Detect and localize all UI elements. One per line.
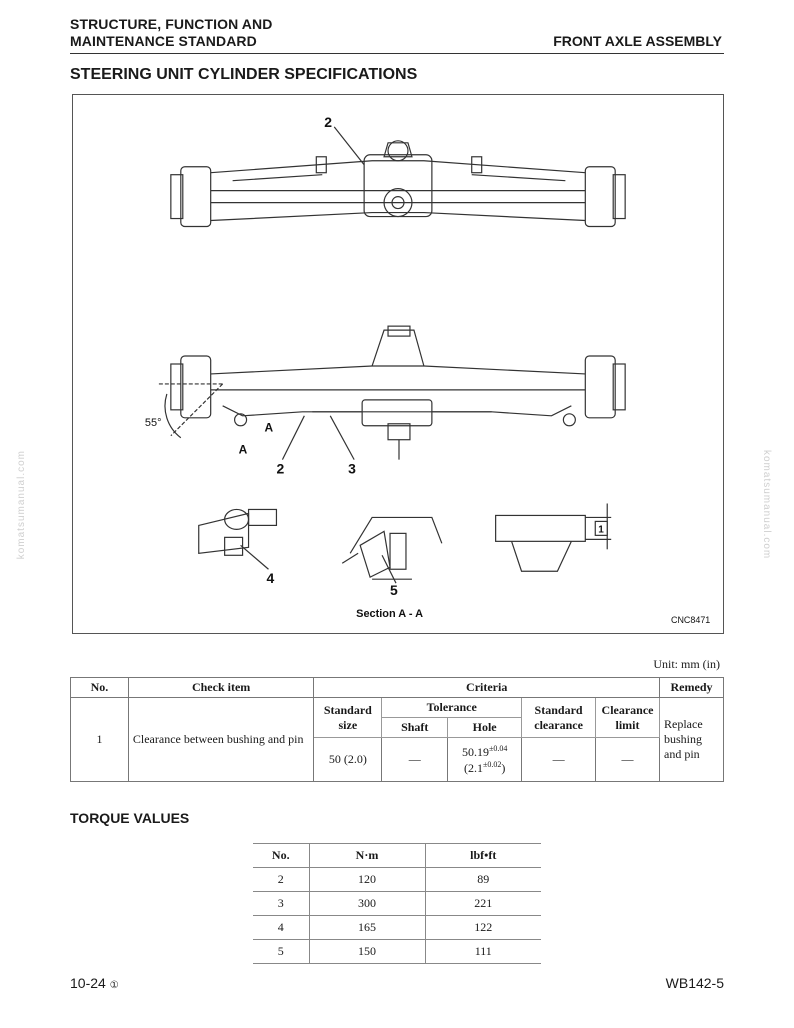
row-check-item: Clearance between bushing and pin [128, 698, 313, 782]
hole-close: ) [501, 760, 506, 775]
torque-no: 5 [253, 940, 309, 964]
axle-drawing [73, 95, 723, 633]
header-line-1: STRUCTURE, FUNCTION AND [70, 16, 273, 32]
unit-label: Unit: mm (in) [653, 657, 720, 671]
front-view-axle [159, 326, 625, 460]
row-standard-size: 50 (2.0) [314, 738, 382, 782]
torque-no: 3 [253, 892, 309, 916]
torque-nm: 300 [309, 892, 425, 916]
page-number: 10-24 [70, 975, 106, 991]
torque-no: 4 [253, 916, 309, 940]
callout-1: 1 [598, 524, 604, 536]
hole-tolerance: ±0.04 [488, 743, 508, 753]
header-section-title [70, 16, 272, 50]
torque-lbfft: 122 [425, 916, 541, 940]
col-check-item: Check item [128, 678, 313, 698]
top-view-axle [171, 141, 625, 227]
row-standard-clearance: — [522, 738, 596, 782]
header-line-2: MAINTENANCE STANDARD [70, 33, 257, 49]
header-assembly-title: FRONT AXLE ASSEMBLY [553, 33, 722, 49]
hole-value-in: (2.1 [463, 760, 483, 775]
col-criteria: Criteria [314, 678, 660, 698]
section-label: Section A - A [356, 608, 423, 621]
row-clearance-limit: — [596, 738, 660, 782]
torque-nm: 120 [309, 868, 425, 892]
angle-label: 55° [144, 416, 162, 429]
torque-lbfft: 111 [425, 940, 541, 964]
axle-figure [72, 94, 724, 634]
page-title: STEERING UNIT CYLINDER SPECIFICATIONS [70, 66, 418, 83]
col-shaft: Shaft [382, 718, 448, 738]
torque-table [253, 843, 541, 964]
col-no: No. [71, 678, 129, 698]
torque-lbfft: 89 [425, 868, 541, 892]
row-hole [448, 738, 522, 782]
row-shaft: — [382, 738, 448, 782]
footer-page [70, 975, 119, 991]
watermark-left: komatsumanual.com [16, 450, 27, 560]
table-row [253, 892, 541, 916]
col-standard-size: Standard size [314, 698, 382, 738]
row-no: 1 [71, 698, 129, 782]
col-clearance-limit: Clearance limit [596, 698, 660, 738]
callout-5: 5 [390, 582, 398, 599]
col-tolerance: Tolerance [382, 698, 522, 718]
table-row [253, 868, 541, 892]
torque-col-no: No. [253, 844, 309, 868]
header-rule [70, 53, 724, 54]
callout-2-front: 2 [276, 460, 285, 477]
section-mark-a-2: A [238, 442, 248, 457]
torque-col-nm: N·m [309, 844, 425, 868]
detail-tie-rod-end [199, 509, 277, 555]
watermark-right: komatsumanual.com [761, 450, 772, 560]
hole-value: 50.19 [461, 744, 489, 759]
detail-section-aa [342, 517, 442, 579]
torque-lbfft: 221 [425, 892, 541, 916]
callout-2-top: 2 [324, 113, 333, 130]
table-row [253, 940, 541, 964]
row-remedy: Replace bushing and pin [660, 698, 724, 782]
col-remedy: Remedy [660, 678, 724, 698]
footer-model: WB142-5 [665, 975, 724, 991]
torque-nm: 165 [309, 916, 425, 940]
callout-4: 4 [266, 570, 275, 587]
detail-clearance [496, 503, 612, 571]
revision-icon: ① [109, 980, 119, 991]
torque-title: TORQUE VALUES [70, 810, 190, 826]
hole-tolerance-in: ±0.02 [482, 759, 502, 769]
torque-nm: 150 [309, 940, 425, 964]
section-mark-a-1: A [264, 420, 274, 435]
torque-col-lbfft: lbf•ft [425, 844, 541, 868]
torque-no: 2 [253, 868, 309, 892]
col-standard-clearance: Standard clearance [522, 698, 596, 738]
spec-table [70, 677, 724, 782]
table-row [253, 916, 541, 940]
callout-3: 3 [348, 460, 356, 477]
figure-code: CNC8471 [670, 615, 711, 626]
col-hole: Hole [448, 718, 522, 738]
